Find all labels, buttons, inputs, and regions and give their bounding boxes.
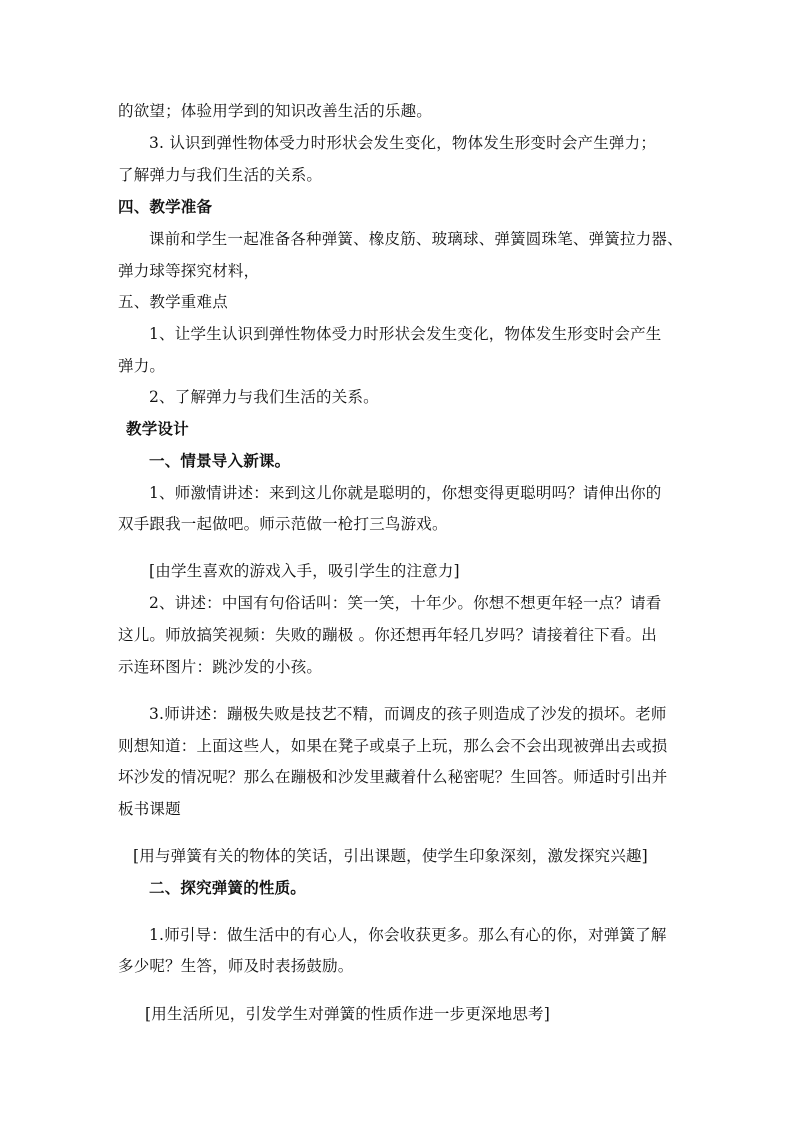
paragraph-line: 板书课题 [118, 800, 181, 818]
subheading-intro: 一、情景导入新课。 [149, 451, 291, 470]
paragraph-line: 这儿。师放搞笑视频：失败的蹦极 。你还想再年轻几岁吗？请接着往下看。出 [118, 626, 657, 644]
paragraph-line: 示连环图片：跳沙发的小孩。 [118, 658, 323, 676]
paragraph-line: 的欲望；体验用学到的知识改善生活的乐趣。 [118, 102, 433, 120]
design-note: [用生活所见，引发学生对弹簧的性质作进一步更深地思考] [145, 1005, 550, 1023]
key-point-1-line: 1、让学生认识到弹性物体受力时形状会发生变化，物体发生形变时会产生 [149, 325, 662, 343]
paragraph-line: 了解弹力与我们生活的关系。 [118, 166, 323, 184]
section-heading-preparation: 四、教学准备 [118, 197, 213, 216]
paragraph-line: 多少呢？生答，师及时表扬鼓励。 [118, 957, 354, 975]
section-heading-design: 教学设计 [126, 419, 189, 438]
subheading-explore: 二、探究弹簧的性质。 [149, 878, 307, 897]
section-heading-key-points: 五、教学重难点 [118, 293, 228, 311]
paragraph-line: 弹力。 [118, 357, 166, 375]
paragraph-line: 1、师激情讲述：来到这儿你就是聪明的，你想变得更聪明吗？请伸出你的 [149, 484, 662, 502]
paragraph-line: 坏沙发的情况呢？那么在蹦极和沙发里藏着什么秘密呢？生回答。师适时引出并 [118, 768, 668, 786]
paragraph-line: 3.师讲述：蹦极失败是技艺不精，而调皮的孩子则造成了沙发的损坏。老师 [149, 705, 667, 723]
paragraph-line: 弹力球等探究材料， [118, 262, 260, 280]
design-note: [用与弹簧有关的物体的笑话，引出课题，使学生印象深刻，激发探究兴趣] [133, 847, 648, 865]
design-note: [由学生喜欢的游戏入手，吸引学生的注意力] [149, 562, 460, 580]
objective-3-line: 3. 认识到弹性物体受力时形状会发生变化，物体发生形变时会产生弹力； [149, 134, 657, 152]
key-point-2-line: 2、了解弹力与我们生活的关系。 [149, 388, 379, 406]
paragraph-line: 课前和学生一起准备各种弹簧、橡皮筋、玻璃球、弹簧圆珠笔、弹簧拉力器、 [149, 230, 683, 248]
paragraph-line: 1.师引导：做生活中的有心人，你会收获更多。那么有心的你，对弹簧了解 [149, 926, 667, 944]
paragraph-line: 则想知道：上面这些人，如果在凳子或桌子上玩，那么会不会出现被弹出去或损 [118, 737, 668, 755]
paragraph-line: 2、讲述：中国有句俗话叫：笑一笑，十年少。你想不想更年轻一点？请看 [149, 594, 662, 612]
paragraph-line: 双手跟我一起做吧。师示范做一枪打三鸟游戏。 [118, 515, 448, 533]
